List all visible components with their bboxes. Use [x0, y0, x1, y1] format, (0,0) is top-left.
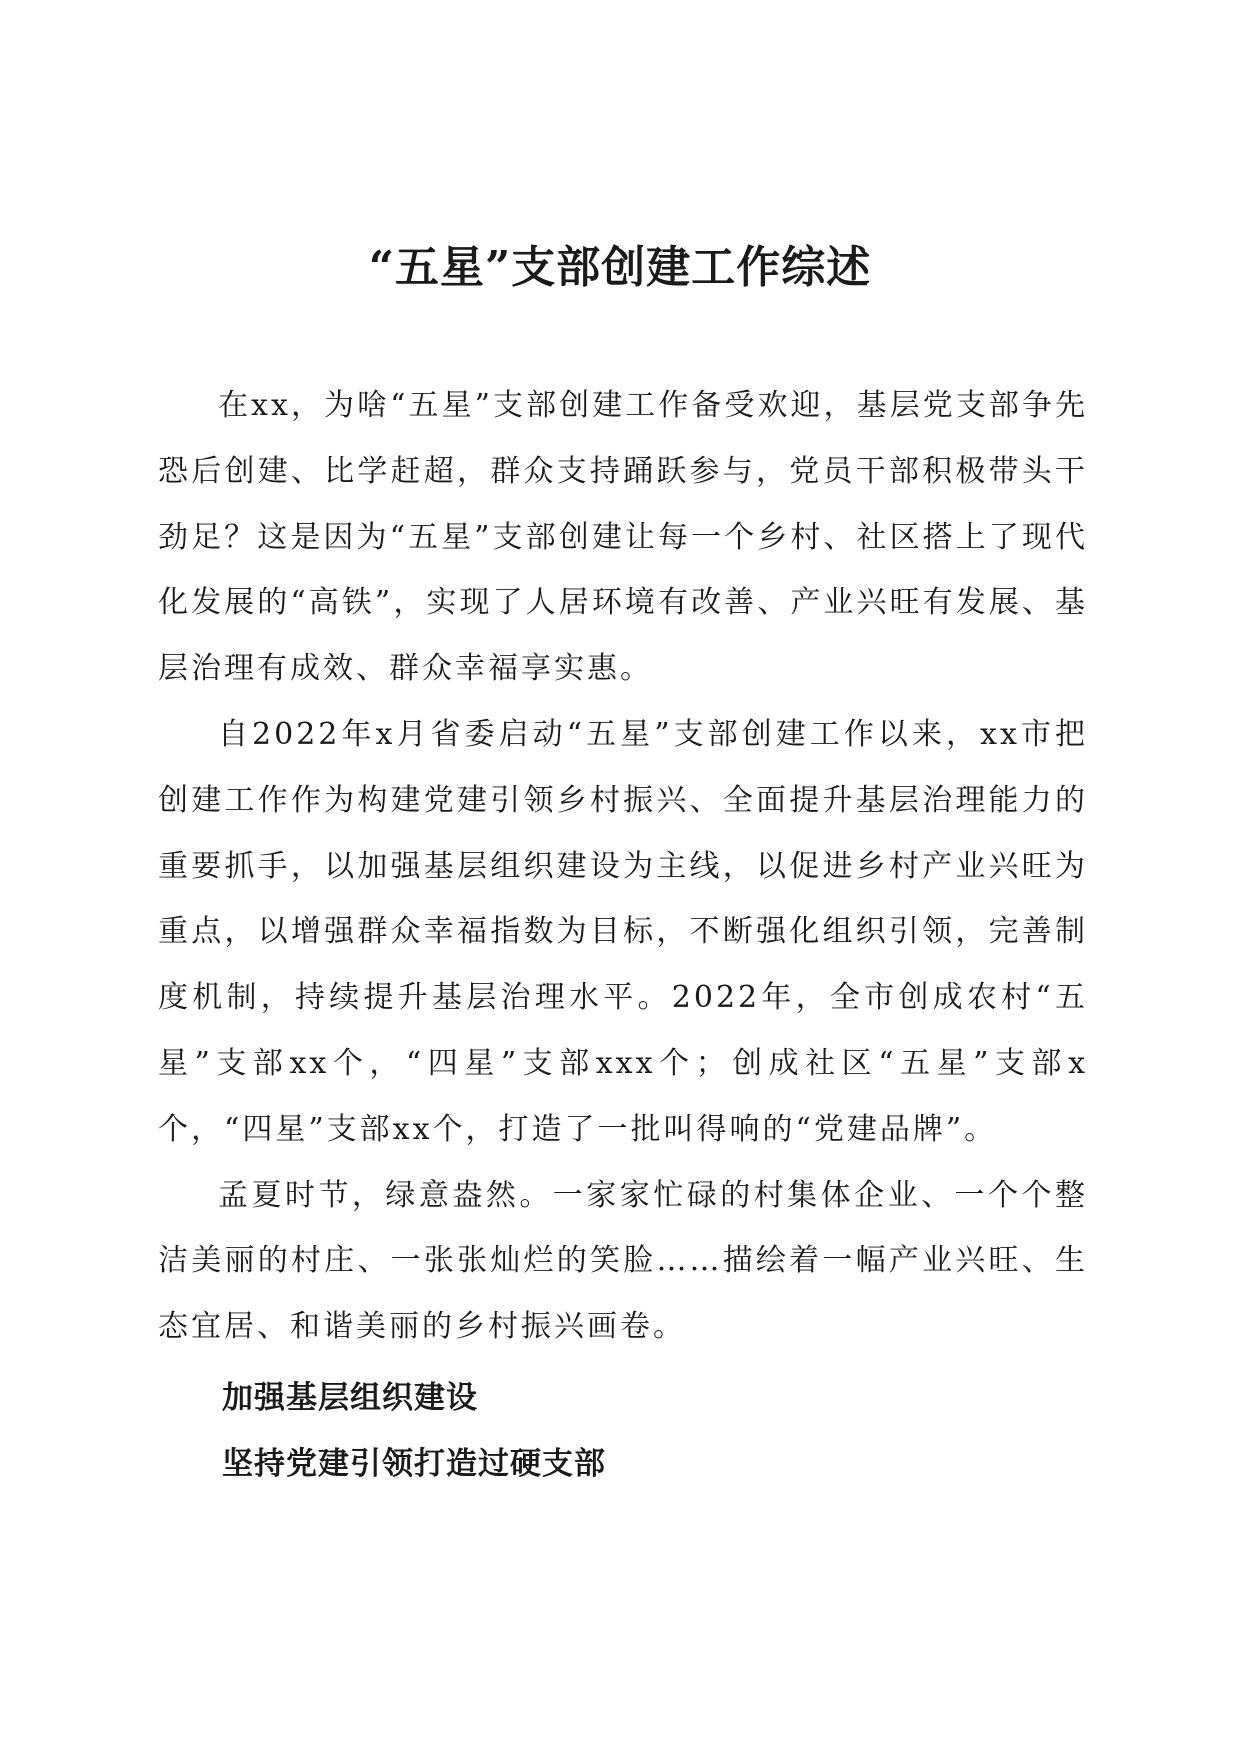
- body-paragraph-2: 自2022年x月省委启动“五星”支部创建工作以来，xx市把创建工作作为构建党建引领乡村振兴、全面提升基层治理能力的重要抓手，以加强基层组织建设为主线，以促进乡村产业兴旺为重点，以增强群众幸福指数为目标，不断强化组织引领，完善制度机制，持续提升基层治理水平。2022年，全市创成农村“五星”支部xx个，“四星”支部xxx个；创成社区“五星”支部x个，“四星”支部xx个，打造了一批叫得响的“党建品牌”。: [158, 716, 1088, 1147]
- body-paragraph-3: 孟夏时节，绿意盎然。一家家忙碌的村集体企业、一个个整洁美丽的村庄、一张张灿烂的笑脸……描绘着一幅产业兴旺、生态宜居、和谐美丽的乡村振兴画卷。: [158, 1177, 1088, 1345]
- document-title: “五星”支部创建工作综述: [368, 242, 872, 293]
- section-heading-1: 加强基层组织建设: [222, 1379, 478, 1416]
- body-paragraph-1: 在xx，为啥“五星”支部创建工作备受欢迎，基层党支部争先恐后创建、比学赶超，群众支持踊跃参与，党员干部积极带头干劲足？这是因为“五星”支部创建让每一个乡村、社区搭上了现代化发展的“高铁”，实现了人居环境有改善、产业兴旺有发展、基层治理有成效、群众幸福享实惠。: [158, 388, 1088, 687]
- document-body: [158, 373, 1088, 1498]
- section-heading-2: 坚持党建引领打造过硬支部: [222, 1445, 606, 1482]
